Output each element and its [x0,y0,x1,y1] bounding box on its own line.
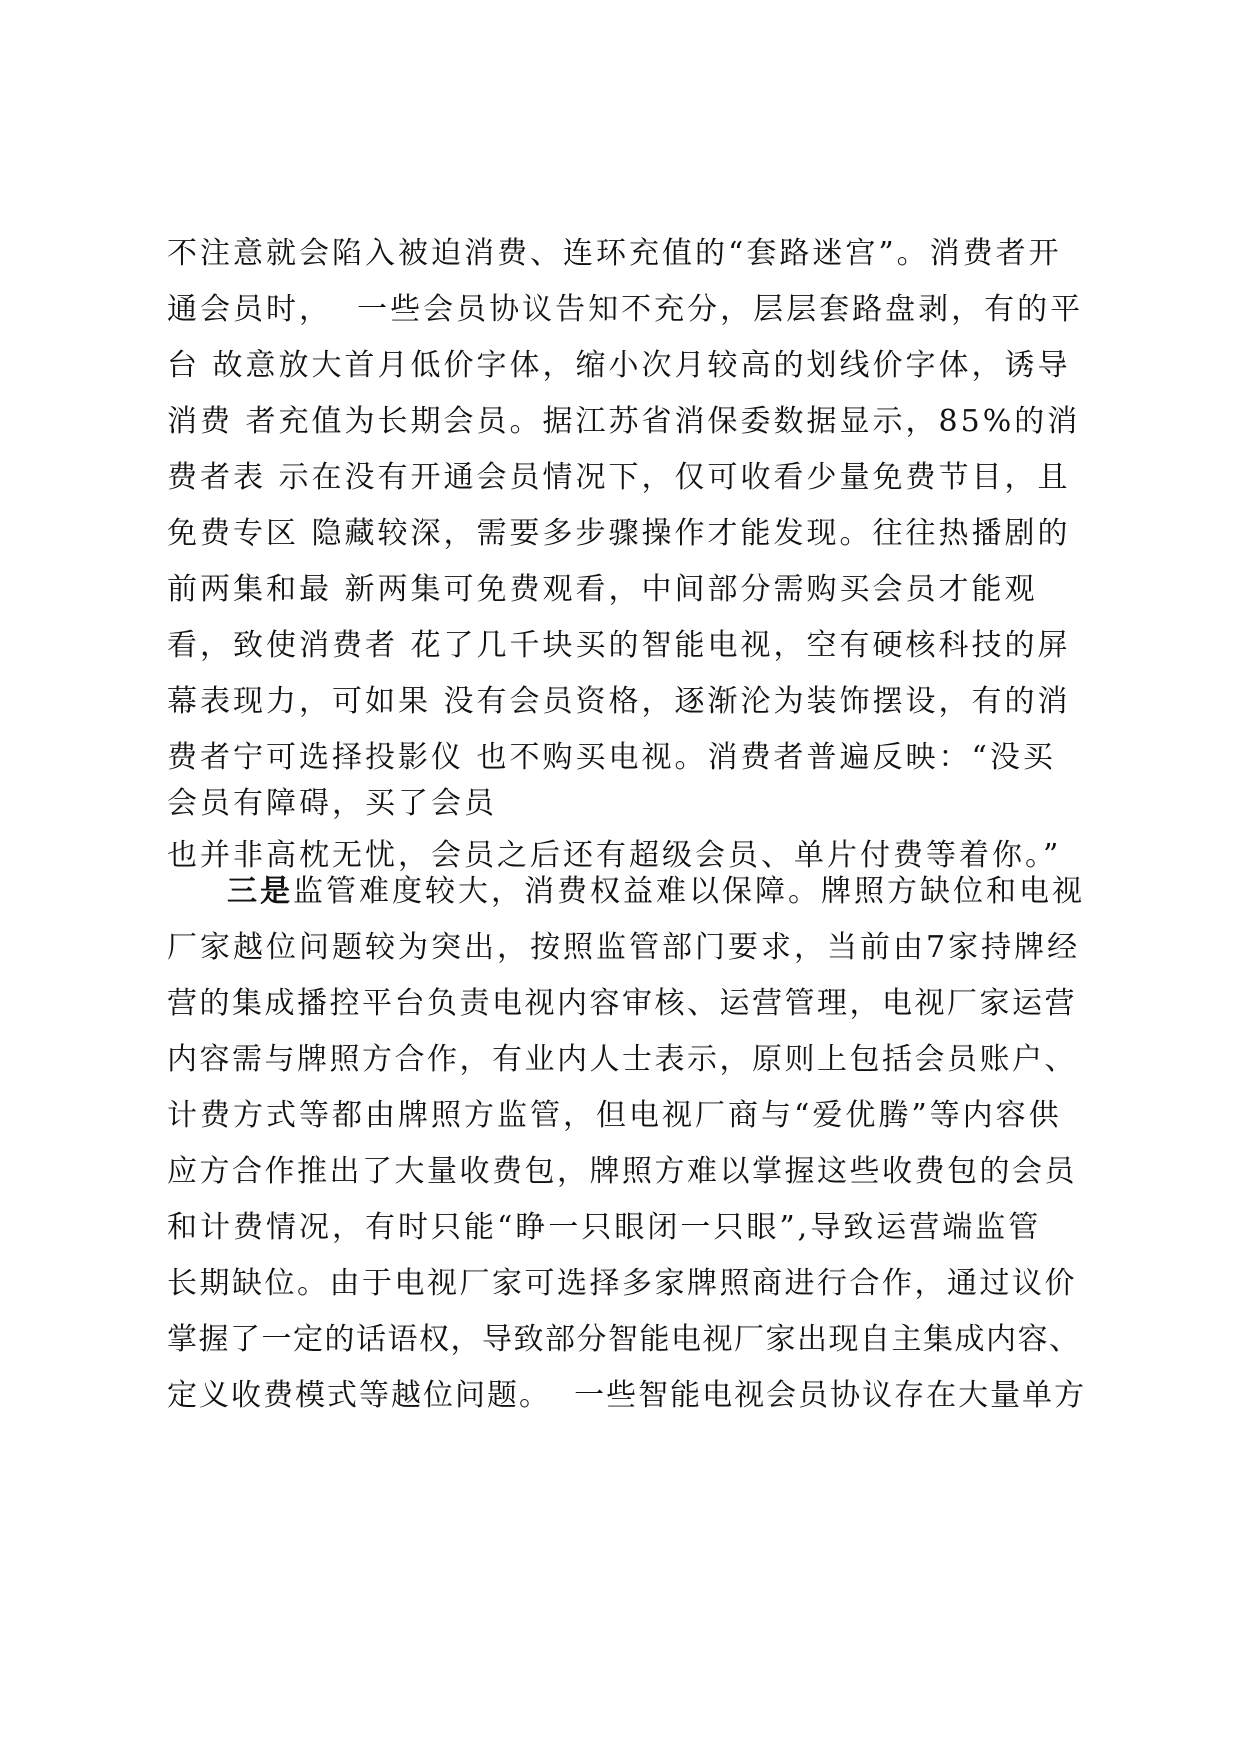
paragraph-line: 通会员时， 一些会员协议告知不充分，层层套路盘剥，有的平 [167,292,1084,327]
paragraph-line: 台 故意放大首月低价字体，缩小次月较高的划线价字体，诱导 [167,348,1071,383]
paragraph-line: 不注意就会陷入被迫消费、连环充值的“套路迷宫”。消费者开 [167,236,1062,271]
paragraph-lead-label: 三是 [227,874,293,909]
paragraph-line: 计费方式等都由牌照方监管，但电视厂商与“爱优腾”等内容供 [167,1098,1062,1133]
paragraph-line: 前两集和最 新两集可免费观看，中间部分需购买会员才能观 [167,572,1038,607]
paragraph-line: 掌握了一定的话语权，导致部分智能电视厂家出现自主集成内容、 [167,1322,1081,1357]
paragraph-line: 定义收费模式等越位问题。 一些智能电视会员协议存在大量单方 [167,1378,1087,1413]
paragraph-line: 厂家越位问题较为突出，按照监管部门要求，当前由7家持牌经 [167,930,1081,965]
paragraph-line: 应方合作推出了大量收费包，牌照方难以掌握这些收费包的会员 [167,1154,1077,1189]
paragraph-line: 长期缺位。由于电视厂家可选择多家牌照商进行合作，通过议价 [167,1266,1077,1301]
paragraph-line: 和计费情况，有时只能“睁一只眼闭一只眼”,导致运营端监管 [167,1210,1042,1245]
paragraph-line-text: 监管难度较大，消费权益难以保障。牌照方缺位和电视 [293,874,1085,909]
paragraph-line: 会员有障碍，买了会员 [167,786,497,821]
paragraph-line: 消费 者充值为长期会员。据江苏省消保委数据显示，85%的消 [167,404,1081,439]
paragraph-line: 费者宁可选择投影仪 也不购买电视。消费者普遍反映：“没买 [167,740,1056,775]
paragraph-line: 免费专区 隐藏较深，需要多步骤操作才能发现。往往热播剧的 [167,516,1071,551]
paragraph-line: 内容需与牌照方合作，有业内人士表示，原则上包括会员账户、 [167,1042,1077,1077]
paragraph-line: 费者表 示在没有开通会员情况下，仅可收看少量免费节目，且 [167,460,1071,495]
paragraph-line: 幕表现力，可如果 没有会员资格，逐渐沦为装饰摆设，有的消 [167,684,1071,719]
paragraph-line: 看，致使消费者 花了几千块买的智能电视，空有硬核科技的屏 [167,628,1071,663]
paragraph-first-line [227,872,1085,912]
paragraph-line: 营的集成播控平台负责电视内容审核、运营管理，电视厂家运营 [167,986,1077,1021]
paragraph-line: 也并非高枕无忧，会员之后还有超级会员、单片付费等着你。” [167,838,1062,873]
